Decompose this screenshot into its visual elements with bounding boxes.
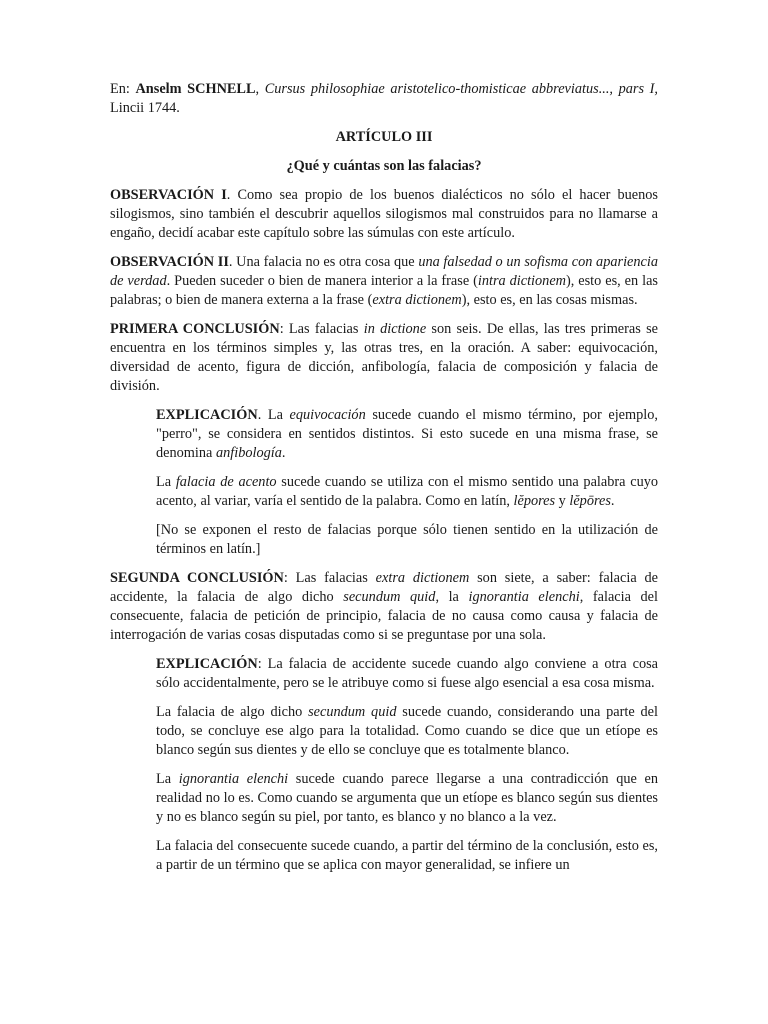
consequent-paragraph: La falacia del consecuente sucede cuando, a partir del término de la conclusión, esto es, a partir de un término que se aplica con mayor generalidad, se infiere un (156, 838, 658, 873)
explanation-2-label: EXPLICACIÓN (156, 656, 258, 672)
source-title: Cursus philosophiae aristotelico-thomisticae abbreviatus..., pars I, (264, 81, 658, 97)
observation-2-label: OBSERVACIÓN II (110, 254, 229, 270)
secundum-quid-paragraph: La falacia de algo dicho secundum quid sucede cuando, considerando una parte del todo, se concluye ese algo para la totalidad. Como cuando se dice que un etíope es blanco según sus dientes y de ello se concluye que es totalmente blanco. (156, 704, 658, 758)
observation-1: OBSERVACIÓN I. Como sea propio de los buenos dialécticos no sólo el hacer buenos silogismos, sino también el descubrir aquellos silogismos mal construidos para no llamarse a engaño, decidí acabar este capítulo sobre las súmulas con este artículo. (110, 187, 658, 241)
document-body (110, 80, 658, 885)
explanation-1-label: EXPLICACIÓN (156, 407, 258, 423)
source-author: Anselm SCHNELL (135, 81, 256, 97)
accent-paragraph: La falacia de acento sucede cuando se utiliza con el mismo sentido una palabra cuyo acento, al variar, varía el sentido de la palabra. Como en latín, lĕpores y lĕpōres. (156, 474, 659, 509)
explanation-1: EXPLICACIÓN. La equivocación sucede cuando el mismo término, por ejemplo, "perro", se considera en sentidos distintos. Si esto sucede en una misma frase, se denomina anfibología. (156, 407, 658, 461)
source-citation: En: Anselm SCHNELL, Cursus philosophiae aristotelico-thomisticae abbreviatus..., pars I, Lincii 1744. (110, 81, 658, 116)
explanation-2: EXPLICACIÓN: La falacia de accidente sucede cuando algo conviene a otra cosa sólo accidentalmente, pero se le atribuye como si fuese algo esencial a esa cosa misma. (156, 656, 658, 691)
ignorantia-paragraph: La ignorantia elenchi sucede cuando parece llegarse a una contradicción que en realidad no lo es. Como cuando se argumenta que un etíope es blanco según sus dientes y no es blanco según su piel, por tanto, es blanco y no blanco a la vez. (156, 771, 658, 825)
editor-note: [No se exponen el resto de falacias porque sólo tienen sentido en la utilización de términos en latín.] (156, 522, 658, 557)
first-conclusion-label: PRIMERA CONCLUSIÓN (110, 321, 280, 337)
observation-1-label: OBSERVACIÓN I (110, 187, 227, 203)
article-heading: ARTÍCULO III (335, 129, 433, 145)
second-conclusion-label: SEGUNDA CONCLUSIÓN (110, 570, 284, 586)
observation-2: OBSERVACIÓN II. Una falacia no es otra cosa que una falsedad o un sofisma con apariencia de verdad. Pueden suceder o bien de manera interior a la frase (intra dictionem), esto es, en las palabras; o bien de manera externa a la frase (extra dictionem), esto es, en las cosas mismas. (110, 254, 658, 308)
article-question: ¿Qué y cuántas son las falacias? (286, 158, 482, 174)
second-conclusion: SEGUNDA CONCLUSIÓN: Las falacias extra dictionem son siete, a saber: falacia de accidente, la falacia de algo dicho secundum quid, la ignorantia elenchi, falacia del consecuente, falacia de petición de principio, falacia de no causa como causa y falacia de interrogación de varias cosas disputadas como si se preguntase por una sola. (110, 570, 658, 643)
first-conclusion: PRIMERA CONCLUSIÓN: Las falacias in dictione son seis. De ellas, las tres primeras se encuentra en los términos simples y, las otras tres, en la oración. A saber: equivocación, diversidad de acento, figura de dicción, anfibología, falacia de composición y falacia de división. (110, 321, 658, 394)
